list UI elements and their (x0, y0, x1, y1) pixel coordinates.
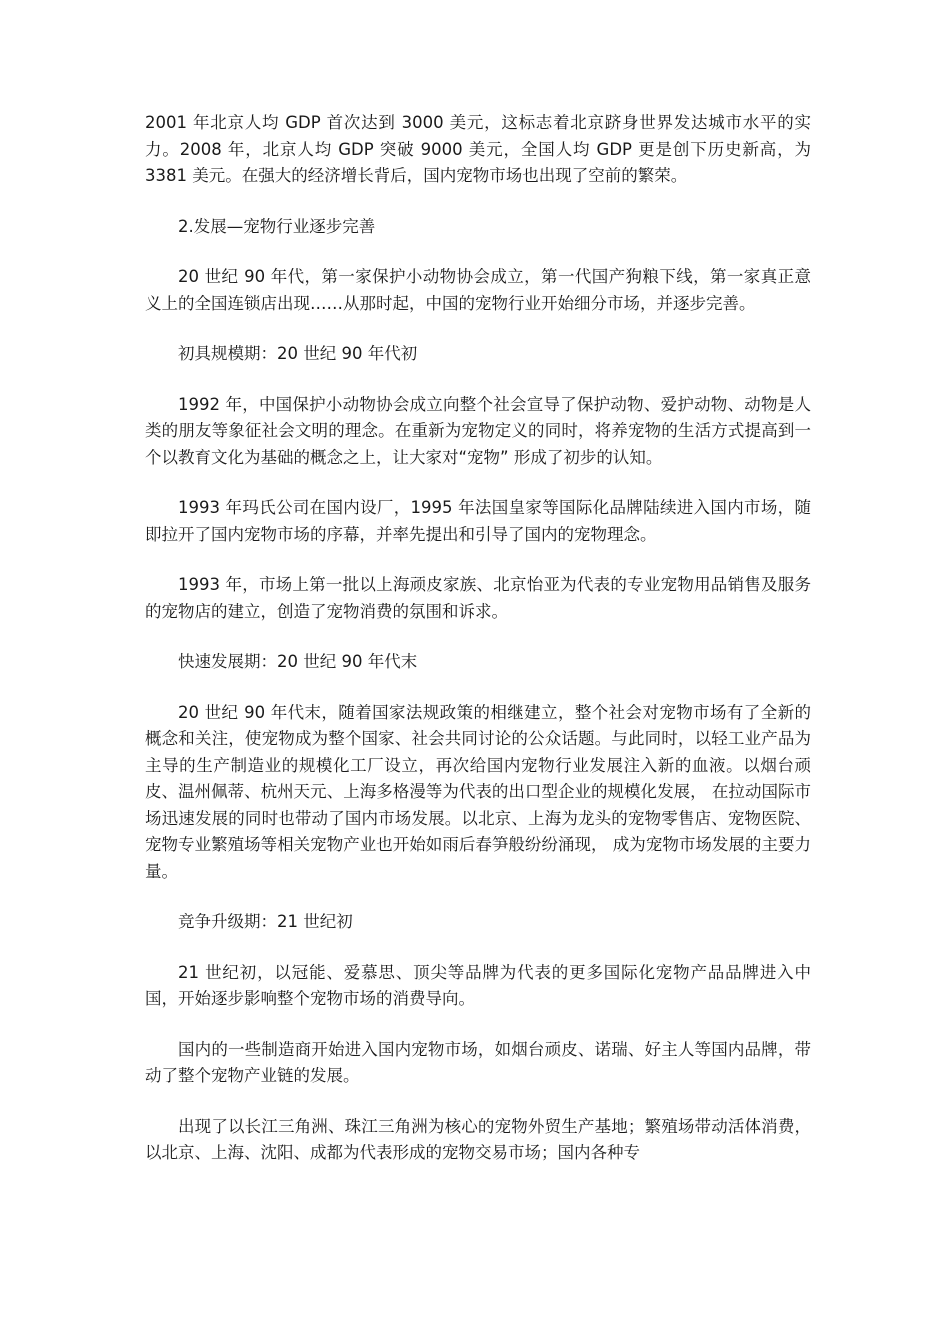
subheading-early-scale: 初具规模期：20 世纪 90 年代初 (178, 344, 418, 363)
paragraph-1992-association: 1992 年，中国保护小动物协会成立向整个社会宣导了保护动物、爱护动物、动物是人类的朋友等象征社会文明的理念。在重新为宠物定义的同时，将养宠物的生活方式提高到一个以教育文化为基础的概念之上，让大家对“宠物” 形成了初步的认知。 (145, 394, 811, 467)
paragraph-trade-bases: 出现了以长江三角洲、珠江三角洲为核心的宠物外贸生产基地；繁殖场带动活体消费，以北京、上海、沈阳、成都为代表形成的宠物交易市场；国内各种专 (145, 1116, 811, 1162)
paragraph-beijing-gdp: 2001 年北京人均 GDP 首次达到 3000 美元，这标志着北京跻身世界发达城市水平的实力。2008 年，北京人均 GDP 突破 9000 美元，全国人均 GDP 更是创下历史新高，为 3381 美元。在强大的经济增长背后，国内宠物市场也出现了空前的繁荣。 (145, 113, 811, 185)
subheading-competition: 竞争升级期：21 世纪初 (178, 912, 353, 931)
paragraph-late-1990s: 20 世纪 90 年代末，随着国家法规政策的相继建立，整个社会对宠物市场有了全新的概念和关注，使宠物成为整个国家、社会共同讨论的公众话题。与此同时，以轻工业产品为主导的生产制造业的规模化工厂设立，再次给国内宠物行业发展注入新的血液。以烟台顽皮、温州佩蒂、杭州天元、上海多格漫等为代表的出口型企业的规模化发展， 在拉动国际市场迅速发展的同时也带动了国内市场发展。以北京、上海为龙头的宠物零售店、宠物医院、宠物专业繁殖场等相关宠物产业也开始如雨后春笋般纷纷涌现， 成为宠物市场发展的主要力量。 (145, 702, 811, 881)
subheading-rapid-growth: 快速发展期：20 世纪 90 年代末 (178, 652, 418, 671)
paragraph-1990s-overview: 20 世纪 90 年代，第一家保护小动物协会成立，第一代国产狗粮下线，第一家真正意义上的全国连锁店出现……从那时起，中国的宠物行业开始细分市场，并逐步完善。 (145, 267, 811, 313)
paragraph-21st-century-brands: 21 世纪初，以冠能、爱慕思、顶尖等品牌为代表的更多国际化宠物产品品牌进入中国，开始逐步影响整个宠物市场的消费导向。 (145, 962, 811, 1008)
paragraph-1993-pet-stores: 1993 年，市场上第一批以上海顽皮家族、北京怡亚为代表的专业宠物用品销售及服务的宠物店的建立，创造了宠物消费的氛围和诉求。 (145, 575, 811, 621)
document-page (145, 110, 811, 1191)
paragraph-1993-mars: 1993 年玛氏公司在国内设厂，1995 年法国皇家等国际化品牌陆续进入国内市场，随即拉开了国内宠物市场的序幕，并率先提出和引导了国内的宠物理念。 (145, 498, 811, 544)
section-heading-development: 2.发展—宠物行业逐步完善 (178, 216, 376, 236)
paragraph-domestic-manufacturers: 国内的一些制造商开始进入国内宠物市场，如烟台顽皮、诺瑞、好主人等国内品牌，带动了整个宠物产业链的发展。 (145, 1039, 811, 1085)
